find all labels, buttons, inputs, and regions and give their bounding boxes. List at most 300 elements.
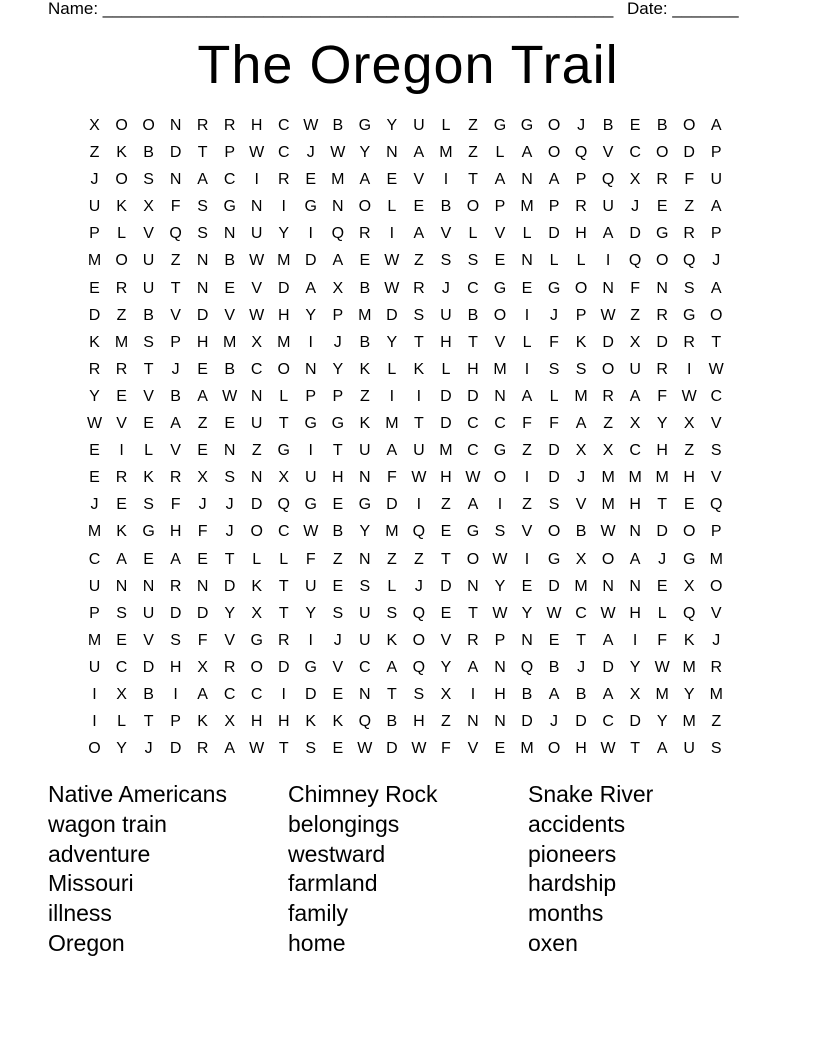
- grid-letter[interactable]: S: [548, 360, 560, 378]
- grid-letter[interactable]: S: [386, 604, 398, 622]
- grid-letter[interactable]: H: [169, 523, 182, 541]
- grid-letter[interactable]: W: [546, 604, 562, 622]
- grid-letter[interactable]: T: [143, 360, 154, 378]
- grid-letter[interactable]: H: [169, 658, 182, 676]
- grid-letter[interactable]: U: [683, 740, 695, 758]
- grid-letter[interactable]: I: [92, 713, 97, 731]
- grid-letter[interactable]: V: [116, 415, 127, 433]
- grid-letter[interactable]: W: [600, 604, 616, 622]
- grid-letter[interactable]: O: [115, 252, 128, 270]
- grid-letter[interactable]: M: [682, 713, 696, 731]
- grid-letter[interactable]: H: [629, 604, 641, 622]
- grid-letter[interactable]: B: [548, 658, 560, 676]
- grid-letter[interactable]: R: [169, 469, 182, 487]
- grid-letter[interactable]: W: [600, 740, 616, 758]
- grid-letter[interactable]: A: [710, 198, 722, 216]
- grid-letter[interactable]: J: [90, 171, 99, 189]
- grid-letter[interactable]: P: [89, 225, 100, 243]
- grid-letter[interactable]: J: [712, 252, 721, 270]
- grid-letter[interactable]: V: [170, 306, 181, 324]
- grid-letter[interactable]: N: [521, 631, 533, 649]
- grid-letter[interactable]: A: [170, 550, 181, 568]
- grid-letter[interactable]: B: [521, 685, 533, 703]
- grid-letter[interactable]: D: [575, 713, 587, 731]
- grid-letter[interactable]: Z: [711, 713, 722, 731]
- grid-letter[interactable]: M: [520, 740, 534, 758]
- grid-letter[interactable]: N: [359, 469, 371, 487]
- grid-letter[interactable]: F: [657, 387, 668, 405]
- grid-letter[interactable]: S: [170, 631, 181, 649]
- grid-letter[interactable]: V: [224, 631, 235, 649]
- grid-letter[interactable]: P: [332, 387, 344, 405]
- grid-letter[interactable]: D: [304, 252, 317, 270]
- grid-letter[interactable]: J: [144, 740, 153, 758]
- grid-letter[interactable]: T: [278, 577, 289, 595]
- grid-letter[interactable]: N: [196, 279, 209, 297]
- grid-letter[interactable]: N: [169, 117, 182, 134]
- grid-letter[interactable]: S: [197, 225, 208, 243]
- grid-letter[interactable]: N: [169, 171, 182, 189]
- grid-letter[interactable]: G: [466, 523, 480, 541]
- grid-letter[interactable]: E: [440, 604, 452, 622]
- grid-letter[interactable]: J: [225, 523, 234, 541]
- grid-letter[interactable]: Q: [277, 496, 290, 514]
- grid-letter[interactable]: W: [222, 387, 238, 405]
- grid-letter[interactable]: O: [466, 550, 480, 568]
- grid-letter[interactable]: J: [414, 577, 423, 595]
- grid-letter[interactable]: A: [548, 685, 560, 703]
- grid-letter[interactable]: W: [357, 740, 373, 758]
- grid-letter[interactable]: B: [602, 117, 614, 134]
- grid-letter[interactable]: I: [524, 469, 530, 487]
- grid-letter[interactable]: H: [277, 713, 290, 731]
- grid-letter[interactable]: I: [524, 360, 530, 378]
- grid-letter[interactable]: R: [169, 577, 182, 595]
- grid-letter[interactable]: R: [196, 117, 209, 134]
- grid-letter[interactable]: J: [577, 117, 586, 134]
- grid-letter[interactable]: J: [550, 713, 559, 731]
- grid-letter[interactable]: M: [574, 387, 588, 405]
- grid-letter[interactable]: K: [305, 713, 317, 731]
- grid-letter[interactable]: M: [709, 550, 723, 568]
- grid-letter[interactable]: D: [304, 685, 317, 703]
- grid-letter[interactable]: X: [251, 333, 263, 351]
- grid-letter[interactable]: T: [468, 333, 478, 351]
- grid-letter[interactable]: Y: [305, 306, 317, 324]
- grid-letter[interactable]: G: [493, 279, 507, 297]
- grid-letter[interactable]: E: [197, 360, 208, 378]
- grid-letter[interactable]: G: [304, 496, 317, 514]
- grid-letter[interactable]: U: [250, 415, 263, 433]
- grid-letter[interactable]: V: [170, 442, 181, 460]
- grid-letter[interactable]: M: [709, 685, 723, 703]
- grid-letter[interactable]: Z: [251, 442, 262, 460]
- grid-letter[interactable]: Y: [116, 740, 127, 758]
- grid-letter[interactable]: U: [629, 360, 641, 378]
- grid-letter[interactable]: R: [223, 117, 236, 134]
- grid-letter[interactable]: I: [416, 387, 422, 405]
- grid-letter[interactable]: W: [411, 469, 427, 487]
- grid-letter[interactable]: J: [550, 306, 559, 324]
- grid-letter[interactable]: T: [386, 685, 397, 703]
- grid-letter[interactable]: X: [89, 117, 100, 134]
- grid-letter[interactable]: D: [656, 333, 668, 351]
- grid-letter[interactable]: S: [143, 171, 154, 189]
- grid-letter[interactable]: G: [655, 225, 669, 243]
- grid-letter[interactable]: O: [601, 550, 615, 568]
- grid-letter[interactable]: N: [521, 252, 533, 270]
- grid-letter[interactable]: U: [88, 658, 101, 676]
- grid-letter[interactable]: A: [521, 144, 533, 162]
- grid-letter[interactable]: N: [359, 685, 371, 703]
- grid-letter[interactable]: W: [249, 144, 265, 162]
- grid-letter[interactable]: Q: [412, 523, 426, 541]
- grid-letter[interactable]: N: [602, 279, 614, 297]
- grid-letter[interactable]: L: [522, 333, 532, 351]
- grid-letter[interactable]: J: [171, 360, 180, 378]
- grid-letter[interactable]: D: [386, 740, 398, 758]
- grid-letter[interactable]: X: [629, 685, 641, 703]
- grid-letter[interactable]: Z: [89, 144, 100, 162]
- grid-letter[interactable]: X: [575, 550, 587, 568]
- grid-letter[interactable]: D: [548, 469, 560, 487]
- grid-letter[interactable]: E: [116, 496, 127, 514]
- grid-letter[interactable]: U: [88, 577, 101, 595]
- grid-letter[interactable]: B: [386, 713, 398, 731]
- grid-letter[interactable]: C: [223, 171, 236, 189]
- grid-letter[interactable]: L: [468, 225, 478, 243]
- grid-letter[interactable]: D: [196, 604, 209, 622]
- grid-letter[interactable]: L: [495, 144, 505, 162]
- grid-letter[interactable]: H: [250, 713, 263, 731]
- grid-letter[interactable]: E: [548, 631, 560, 649]
- grid-letter[interactable]: W: [492, 550, 508, 568]
- grid-letter[interactable]: N: [359, 550, 371, 568]
- grid-letter[interactable]: R: [115, 360, 128, 378]
- grid-letter[interactable]: X: [143, 198, 154, 216]
- grid-letter[interactable]: Z: [603, 415, 613, 433]
- grid-letter[interactable]: O: [601, 360, 615, 378]
- grid-letter[interactable]: W: [249, 252, 265, 270]
- grid-letter[interactable]: L: [252, 550, 262, 568]
- grid-letter[interactable]: H: [494, 685, 506, 703]
- grid-letter[interactable]: H: [250, 117, 263, 134]
- grid-letter[interactable]: S: [413, 306, 425, 324]
- grid-letter[interactable]: L: [279, 387, 289, 405]
- grid-letter[interactable]: M: [223, 333, 237, 351]
- grid-letter[interactable]: L: [657, 604, 667, 622]
- grid-letter[interactable]: T: [576, 631, 586, 649]
- grid-letter[interactable]: I: [443, 171, 449, 189]
- grid-letter[interactable]: F: [305, 550, 316, 568]
- grid-letter[interactable]: F: [386, 469, 397, 487]
- grid-letter[interactable]: J: [631, 198, 640, 216]
- grid-letter[interactable]: S: [548, 496, 560, 514]
- grid-letter[interactable]: C: [223, 685, 236, 703]
- grid-letter[interactable]: F: [657, 631, 668, 649]
- grid-letter[interactable]: N: [304, 360, 317, 378]
- grid-letter[interactable]: M: [87, 631, 102, 649]
- grid-letter[interactable]: X: [629, 171, 641, 189]
- grid-letter[interactable]: T: [197, 144, 208, 162]
- grid-letter[interactable]: O: [547, 144, 561, 162]
- grid-letter[interactable]: I: [308, 631, 313, 649]
- grid-letter[interactable]: F: [522, 415, 532, 433]
- grid-letter[interactable]: I: [254, 171, 259, 189]
- grid-letter[interactable]: C: [359, 658, 371, 676]
- grid-letter[interactable]: D: [521, 713, 533, 731]
- grid-letter[interactable]: S: [710, 442, 722, 460]
- grid-letter[interactable]: X: [602, 442, 614, 460]
- grid-letter[interactable]: F: [197, 631, 208, 649]
- grid-letter[interactable]: C: [277, 117, 290, 134]
- grid-letter[interactable]: O: [493, 469, 507, 487]
- grid-letter[interactable]: Q: [520, 658, 534, 676]
- grid-letter[interactable]: H: [656, 442, 668, 460]
- grid-letter[interactable]: R: [196, 740, 209, 758]
- grid-letter[interactable]: H: [629, 496, 641, 514]
- grid-letter[interactable]: W: [330, 144, 346, 162]
- grid-letter[interactable]: Y: [359, 144, 371, 162]
- grid-letter[interactable]: U: [250, 225, 263, 243]
- grid-letter[interactable]: Q: [358, 713, 372, 731]
- grid-letter[interactable]: D: [223, 577, 236, 595]
- grid-letter[interactable]: T: [414, 415, 424, 433]
- grid-letter[interactable]: A: [494, 171, 506, 189]
- grid-letter[interactable]: V: [143, 387, 154, 405]
- grid-letter[interactable]: O: [277, 360, 290, 378]
- grid-letter[interactable]: L: [387, 198, 397, 216]
- grid-letter[interactable]: N: [656, 279, 668, 297]
- grid-letter[interactable]: O: [682, 117, 696, 134]
- grid-letter[interactable]: E: [656, 577, 668, 595]
- grid-letter[interactable]: I: [281, 198, 286, 216]
- grid-letter[interactable]: H: [277, 306, 290, 324]
- grid-letter[interactable]: E: [89, 442, 100, 460]
- grid-letter[interactable]: L: [117, 225, 126, 243]
- grid-letter[interactable]: D: [629, 713, 641, 731]
- grid-letter[interactable]: N: [250, 198, 263, 216]
- grid-letter[interactable]: U: [440, 306, 452, 324]
- grid-letter[interactable]: L: [549, 252, 559, 270]
- grid-letter[interactable]: A: [575, 415, 587, 433]
- grid-letter[interactable]: O: [655, 144, 669, 162]
- grid-letter[interactable]: I: [632, 631, 638, 649]
- grid-letter[interactable]: C: [277, 523, 290, 541]
- grid-letter[interactable]: Y: [494, 577, 506, 595]
- grid-letter[interactable]: M: [114, 333, 129, 351]
- grid-letter[interactable]: E: [629, 117, 641, 134]
- grid-letter[interactable]: W: [708, 360, 724, 378]
- grid-letter[interactable]: A: [629, 550, 641, 568]
- grid-letter[interactable]: P: [224, 144, 235, 162]
- grid-letter[interactable]: R: [223, 658, 236, 676]
- grid-letter[interactable]: Y: [386, 117, 398, 134]
- grid-letter[interactable]: D: [386, 306, 398, 324]
- grid-letter[interactable]: B: [224, 360, 235, 378]
- grid-letter[interactable]: I: [416, 496, 422, 514]
- grid-letter[interactable]: F: [684, 171, 695, 189]
- grid-letter[interactable]: Y: [89, 387, 100, 405]
- grid-letter[interactable]: R: [656, 306, 668, 324]
- grid-letter[interactable]: E: [413, 198, 425, 216]
- grid-letter[interactable]: Z: [522, 442, 532, 460]
- grid-letter[interactable]: V: [710, 604, 722, 622]
- grid-letter[interactable]: E: [332, 740, 344, 758]
- grid-letter[interactable]: I: [686, 360, 692, 378]
- grid-letter[interactable]: I: [308, 225, 313, 243]
- grid-letter[interactable]: G: [520, 117, 534, 134]
- grid-letter[interactable]: V: [143, 225, 154, 243]
- grid-letter[interactable]: T: [143, 713, 154, 731]
- grid-letter[interactable]: Y: [278, 225, 290, 243]
- grid-letter[interactable]: R: [88, 360, 101, 378]
- grid-letter[interactable]: A: [710, 279, 722, 297]
- grid-letter[interactable]: W: [465, 469, 481, 487]
- grid-letter[interactable]: A: [602, 685, 614, 703]
- grid-letter[interactable]: M: [358, 306, 372, 324]
- grid-letter[interactable]: M: [87, 252, 102, 270]
- grid-letter[interactable]: A: [224, 740, 235, 758]
- grid-letter[interactable]: A: [386, 658, 398, 676]
- grid-letter[interactable]: U: [413, 442, 425, 460]
- grid-letter[interactable]: Y: [386, 333, 398, 351]
- grid-letter[interactable]: R: [656, 171, 668, 189]
- grid-letter[interactable]: Z: [359, 387, 370, 405]
- grid-letter[interactable]: W: [600, 523, 616, 541]
- grid-letter[interactable]: U: [359, 631, 371, 649]
- grid-letter[interactable]: M: [439, 144, 453, 162]
- grid-letter[interactable]: Z: [414, 252, 424, 270]
- grid-letter[interactable]: G: [358, 496, 372, 514]
- grid-letter[interactable]: D: [277, 658, 290, 676]
- grid-letter[interactable]: G: [547, 279, 561, 297]
- grid-letter[interactable]: B: [143, 685, 154, 703]
- grid-letter[interactable]: R: [656, 360, 668, 378]
- grid-letter[interactable]: N: [223, 225, 236, 243]
- grid-letter[interactable]: S: [224, 469, 235, 487]
- grid-letter[interactable]: J: [577, 658, 586, 676]
- grid-letter[interactable]: Y: [521, 604, 533, 622]
- grid-letter[interactable]: B: [359, 333, 371, 351]
- grid-letter[interactable]: T: [170, 279, 181, 297]
- grid-letter[interactable]: V: [440, 225, 452, 243]
- grid-letter[interactable]: A: [116, 550, 127, 568]
- grid-letter[interactable]: J: [333, 631, 342, 649]
- grid-letter[interactable]: B: [575, 685, 587, 703]
- grid-letter[interactable]: N: [332, 198, 344, 216]
- grid-letter[interactable]: X: [683, 577, 695, 595]
- grid-letter[interactable]: N: [250, 387, 263, 405]
- grid-letter[interactable]: H: [467, 360, 479, 378]
- grid-letter[interactable]: L: [117, 713, 126, 731]
- grid-letter[interactable]: K: [359, 360, 371, 378]
- grid-letter[interactable]: Y: [440, 658, 452, 676]
- grid-letter[interactable]: N: [467, 577, 479, 595]
- grid-letter[interactable]: L: [144, 442, 154, 460]
- grid-letter[interactable]: R: [277, 171, 290, 189]
- grid-letter[interactable]: V: [413, 171, 425, 189]
- grid-letter[interactable]: Q: [628, 252, 642, 270]
- grid-letter[interactable]: O: [88, 740, 101, 758]
- grid-letter[interactable]: O: [115, 171, 128, 189]
- grid-letter[interactable]: S: [143, 333, 154, 351]
- grid-letter[interactable]: E: [89, 469, 100, 487]
- grid-letter[interactable]: K: [89, 333, 100, 351]
- grid-letter[interactable]: E: [224, 415, 235, 433]
- grid-letter[interactable]: W: [384, 252, 400, 270]
- grid-letter[interactable]: N: [386, 144, 398, 162]
- grid-letter[interactable]: I: [524, 550, 530, 568]
- grid-letter[interactable]: M: [385, 523, 399, 541]
- grid-letter[interactable]: O: [412, 631, 426, 649]
- grid-letter[interactable]: M: [520, 198, 534, 216]
- grid-letter[interactable]: N: [521, 171, 533, 189]
- grid-letter[interactable]: X: [116, 685, 127, 703]
- grid-letter[interactable]: M: [331, 171, 345, 189]
- grid-letter[interactable]: O: [466, 198, 480, 216]
- grid-letter[interactable]: D: [169, 740, 182, 758]
- grid-letter[interactable]: S: [143, 496, 154, 514]
- grid-letter[interactable]: A: [197, 685, 208, 703]
- grid-letter[interactable]: G: [682, 306, 696, 324]
- grid-letter[interactable]: D: [602, 658, 614, 676]
- grid-letter[interactable]: H: [440, 333, 452, 351]
- grid-letter[interactable]: W: [411, 740, 427, 758]
- grid-letter[interactable]: X: [440, 685, 452, 703]
- grid-letter[interactable]: U: [710, 171, 723, 189]
- grid-letter[interactable]: C: [602, 713, 614, 731]
- grid-letter[interactable]: W: [681, 387, 697, 405]
- grid-letter[interactable]: O: [250, 658, 263, 676]
- grid-letter[interactable]: U: [304, 469, 317, 487]
- grid-letter[interactable]: V: [332, 658, 344, 676]
- grid-letter[interactable]: D: [440, 577, 452, 595]
- grid-letter[interactable]: U: [142, 252, 155, 270]
- grid-letter[interactable]: M: [601, 469, 615, 487]
- grid-letter[interactable]: V: [602, 144, 614, 162]
- grid-letter[interactable]: A: [197, 387, 208, 405]
- grid-letter[interactable]: P: [494, 631, 506, 649]
- grid-letter[interactable]: Z: [170, 252, 181, 270]
- grid-letter[interactable]: T: [278, 604, 289, 622]
- grid-letter[interactable]: D: [386, 496, 398, 514]
- grid-letter[interactable]: D: [440, 387, 452, 405]
- grid-letter[interactable]: N: [196, 252, 209, 270]
- grid-letter[interactable]: I: [119, 442, 124, 460]
- grid-letter[interactable]: E: [332, 496, 344, 514]
- grid-letter[interactable]: C: [115, 658, 128, 676]
- grid-letter[interactable]: Z: [414, 550, 424, 568]
- grid-letter[interactable]: E: [386, 171, 398, 189]
- grid-letter[interactable]: E: [440, 523, 452, 541]
- grid-letter[interactable]: E: [521, 279, 533, 297]
- grid-letter[interactable]: O: [142, 117, 155, 134]
- grid-letter[interactable]: E: [305, 171, 317, 189]
- grid-letter[interactable]: D: [548, 442, 560, 460]
- grid-letter[interactable]: G: [250, 631, 263, 649]
- grid-letter[interactable]: A: [413, 225, 425, 243]
- grid-letter[interactable]: F: [197, 523, 208, 541]
- grid-letter[interactable]: Z: [332, 550, 343, 568]
- grid-letter[interactable]: W: [249, 740, 265, 758]
- grid-letter[interactable]: T: [468, 171, 478, 189]
- grid-letter[interactable]: G: [304, 198, 317, 216]
- grid-letter[interactable]: F: [549, 415, 559, 433]
- grid-letter[interactable]: O: [655, 252, 669, 270]
- grid-letter[interactable]: F: [170, 198, 181, 216]
- grid-letter[interactable]: V: [710, 415, 722, 433]
